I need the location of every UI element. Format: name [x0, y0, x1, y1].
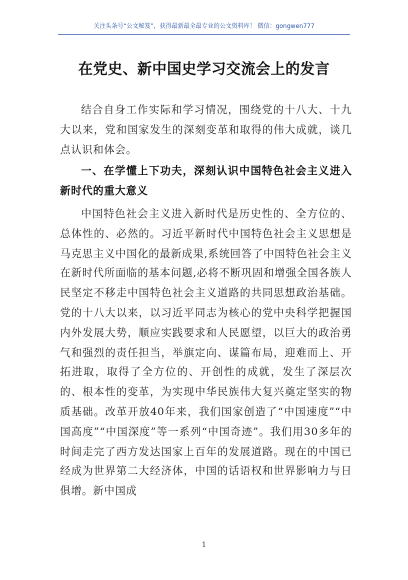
section-heading: 一、在学懂上下功夫，深刻认识中国特色社会主义进入新时代的重大意义 — [60, 165, 352, 198]
body-paragraph: 中国特色社会主义进入新时代是历史性的、全方位的、总体性的、必然的。习近平新时代中国特色社会主义思想是马克思主义中国化的最新成果,系统回答了中国特色社会主义在新时代所面临的基本问题,必将不断巩固和增强全国各族人民坚定不移走中国特色社会主义道路的共同思想政治基础。党的十八大以来，以习近平同志为核心的党中央科学把握国内外发展大势，顺应实践要求和人民愿望，以巨大的政治勇气和强烈的责任担当，举旗定向、谋篇布局，迎难而上、开拓进取，取得了全方位的、开创性的成就，发生了深层次的、根本性的变革，为实现中华民族伟大复兴奠定坚实的物质基础。改革开放40年来，我们国家创造了“中国速度”“中国高度”“中国深度”等一系列“中国奇迹”。我们用30多年的时间走完了西方发达国家上百年的发展道路。现在的中国已经成为世界第二大经济体，中国的话语权和世界影响力与日俱增。新中国成 — [60, 207, 352, 498]
page-number: 1 — [201, 541, 207, 549]
document-title: 在党史、新中国史学习交流会上的发言 — [78, 61, 330, 78]
document-body — [60, 101, 352, 502]
header-rule — [58, 34, 350, 35]
header-banner: 关注头条号“公文秘笈”，获得最新最全最专业的公文资料库！ 微信：gongwen777 — [93, 23, 315, 30]
intro-paragraph: 结合自身工作实际和学习情况，围绕党的十八大、十九大以来，党和国家发生的深刻变革和取得的伟大成就，谈几点认识和体会。 — [60, 104, 352, 156]
